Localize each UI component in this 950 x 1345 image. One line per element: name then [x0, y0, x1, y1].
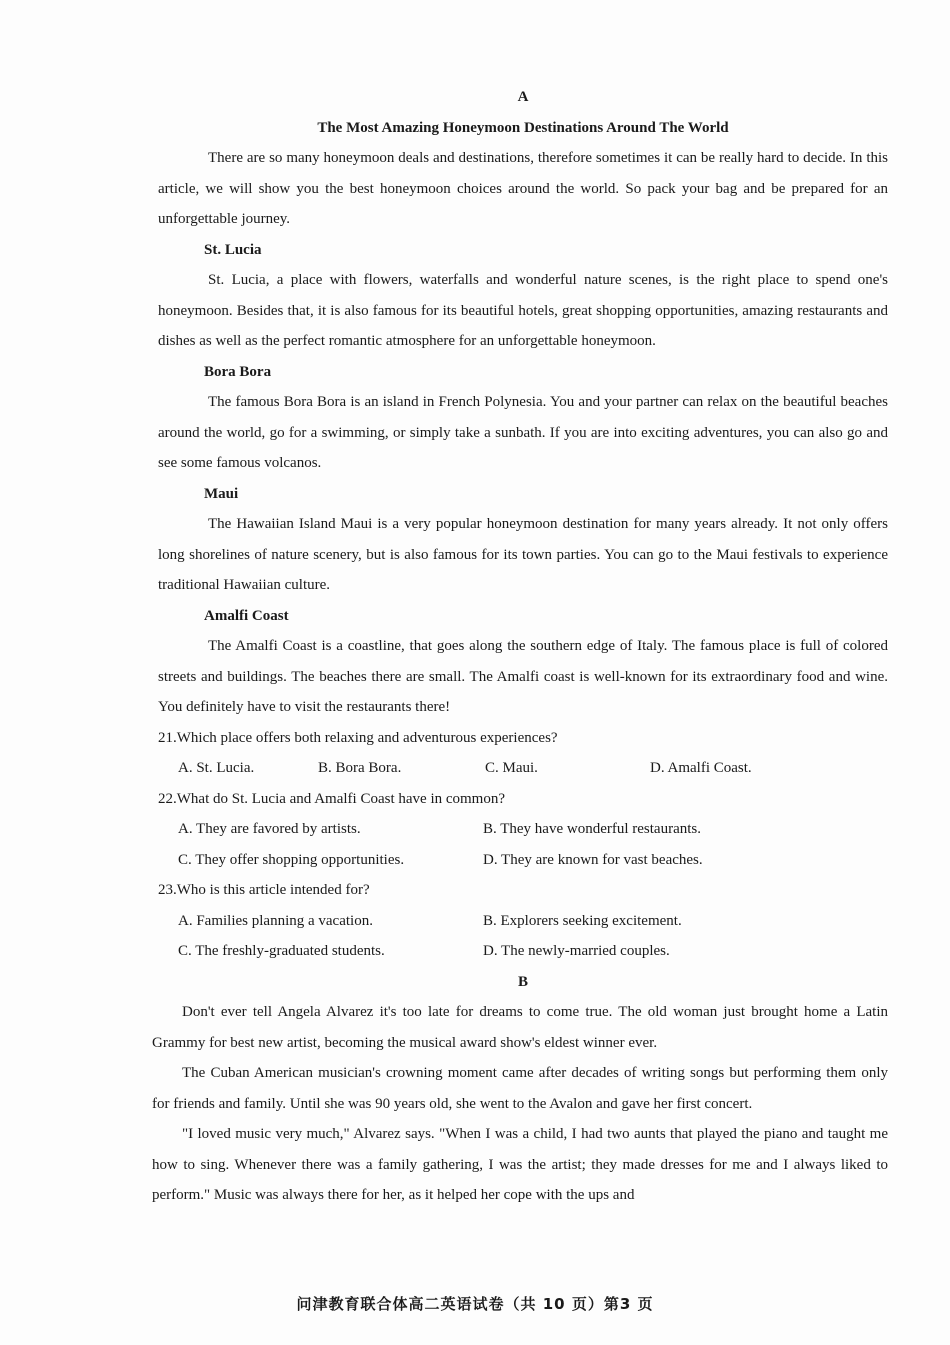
question-23-options-row2 — [158, 936, 888, 967]
option: C. The freshly-graduated students. — [178, 943, 385, 959]
intro-paragraph: There are so many honeymoon deals and destinations, therefore sometimes it can be really hard to decide. In this article, we will show you the best honeymoon choices around the world. So pack your bag and be prepared for an unforgettable journey. — [158, 150, 888, 227]
section-b-label: B — [517, 973, 528, 990]
place-paragraph: The Amalfi Coast is a coastline, that goes along the southern edge of Italy. The famous place is full of colored streets and buildings. The beaches there are small. The Amalfi coast is well-known for its extraordinary food and wine. You definitely have to visit the restaurants there! — [158, 638, 888, 715]
question-21: 21.Which place offers both relaxing and adventurous experiences? — [158, 729, 558, 746]
place-heading: Amalfi Coast — [204, 607, 289, 624]
document-page — [152, 82, 888, 1211]
question-22-options-row2 — [158, 845, 888, 876]
option: D. They are known for vast beaches. — [483, 851, 703, 868]
option: B. They have wonderful restaurants. — [483, 821, 701, 837]
option: A. St. Lucia. — [178, 760, 255, 776]
passage-b-paragraph: The Cuban American musician's crowning moment came after decades of writing songs but performing them only for friends and family. Until she was 90 years old, she went to the Avalon and gave her first concert. — [152, 1065, 888, 1112]
place-heading: Maui — [204, 485, 239, 502]
question-21-options — [158, 753, 888, 784]
page-footer: 问津教育联合体高二英语试卷（共 10 页）第3 页 — [296, 1295, 654, 1313]
option: A. They are favored by artists. — [178, 821, 361, 837]
option: A. Families planning a vacation. — [178, 912, 373, 929]
passage-b-paragraph: "I loved music very much," Alvarez says. "When I was a child, I had two aunts that played the piano and taught me how to sing. Whenever there was a family gathering, I was the artist; they made dresses for me and I always liked to perform." Music was always there for her, as it helped her cope with the ups and — [152, 1126, 888, 1203]
place-paragraph: The famous Bora Bora is an island in French Polynesia. You and your partner can relax on the beautiful beaches around the world, go for a swimming, or simply take a sunbath. If you are into exciting adventures, you can also go and see some famous volcanos. — [158, 394, 888, 471]
place-heading: St. Lucia — [204, 241, 262, 258]
place-paragraph: St. Lucia, a place with flowers, waterfalls and wonderful nature scenes, is the right place to spend one's honeymoon. Besides that, it is also famous for its beautiful hotels, great shopping opportunities, amazing restaurants and dishes as well as the perfect romantic atmosphere for an unforgettable honeymoon. — [158, 272, 888, 349]
passage-b-paragraph: Don't ever tell Angela Alvarez it's too late for dreams to come true. The old woman just brought home a Latin Grammy for best new artist, becoming the musical award show's eldest winner ever. — [152, 1004, 888, 1051]
question-23-options — [158, 906, 888, 937]
question-23: 23.Who is this article intended for? — [158, 882, 370, 898]
question-22: 22.What do St. Lucia and Amalfi Coast have in common? — [158, 790, 506, 807]
option: C. They offer shopping opportunities. — [178, 851, 405, 868]
article-title: The Most Amazing Honeymoon Destinations Around The World — [317, 119, 729, 136]
section-a-label: A — [517, 89, 529, 105]
option: D. Amalfi Coast. — [650, 760, 752, 776]
place-paragraph: The Hawaiian Island Maui is a very popular honeymoon destination for many years already. It not only offers long shorelines of nature scenery, but is also famous for its town parties. You can go to the Maui festivals to experience traditional Hawaiian culture. — [158, 516, 888, 593]
option: D. The newly-married couples. — [483, 943, 670, 959]
option: B. Bora Bora. — [318, 760, 402, 776]
question-22-options — [158, 814, 888, 845]
option: B. Explorers seeking excitement. — [483, 912, 682, 929]
option: C. Maui. — [485, 760, 538, 776]
place-heading: Bora Bora — [204, 363, 272, 380]
